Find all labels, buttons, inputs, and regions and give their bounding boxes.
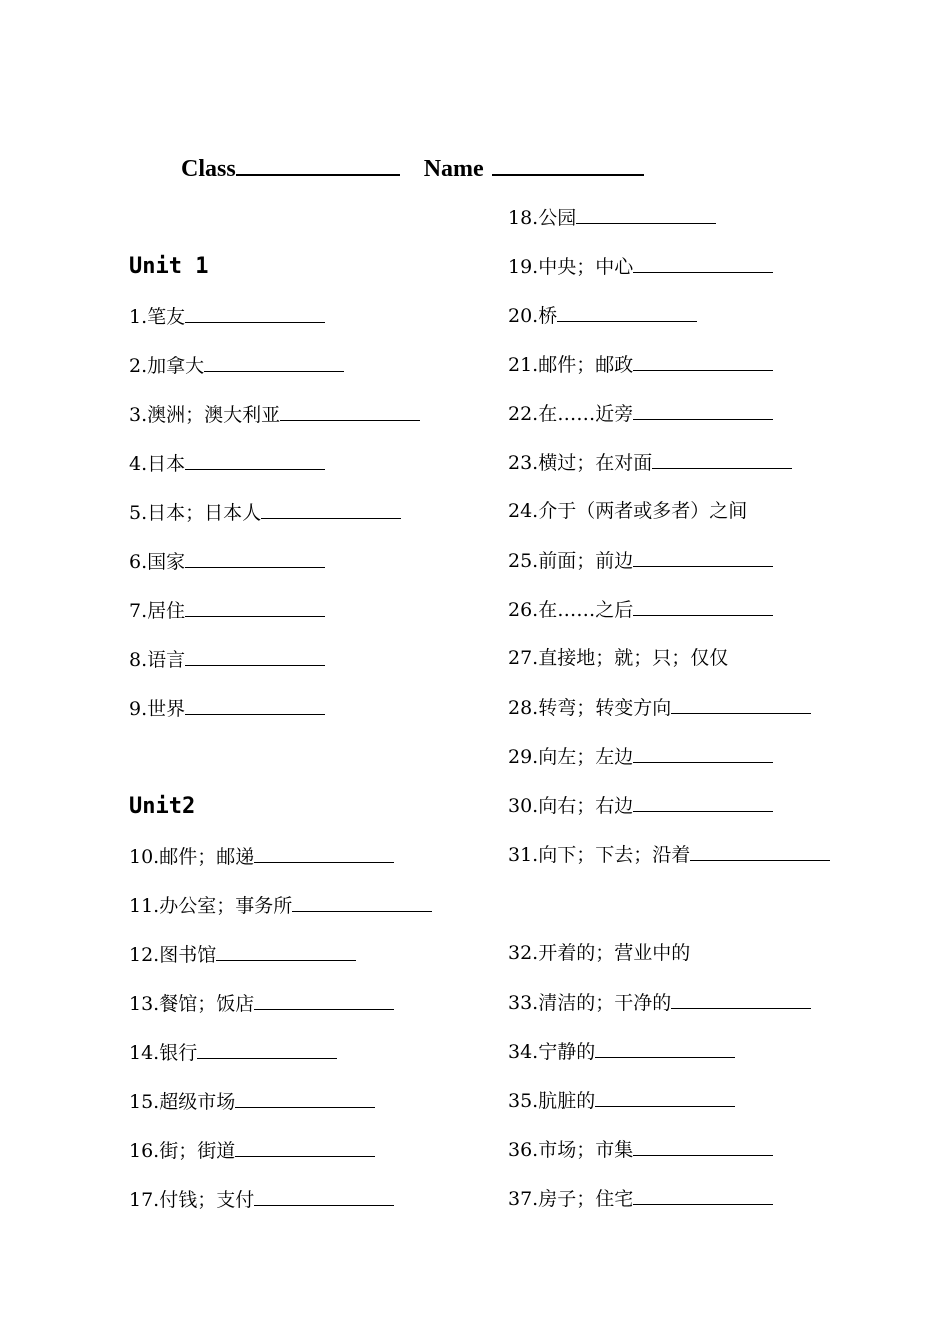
vocab-item [129, 844, 394, 869]
item-text: 房子；住宅 [538, 1188, 634, 1210]
item-text: 国家 [147, 551, 186, 573]
vocab-item [129, 1040, 337, 1065]
item-number: 3. [129, 404, 148, 426]
vocab-item [508, 695, 811, 720]
unit2-title: Unit2 [129, 794, 196, 819]
vocab-item [508, 1039, 735, 1064]
item-text: 桥 [538, 305, 558, 327]
answer-blank-line[interactable] [557, 303, 697, 322]
item-text: 开着的；营业中的 [538, 942, 691, 964]
answer-blank-line[interactable] [185, 696, 325, 715]
vocab-item [129, 893, 432, 918]
answer-blank-line[interactable] [595, 1088, 735, 1107]
item-text: 肮脏的 [538, 1090, 596, 1112]
vocab-item [508, 744, 773, 769]
item-text: 前面；前边 [538, 550, 634, 572]
item-number: 37. [508, 1188, 539, 1210]
vocab-item [129, 304, 325, 329]
item-text: 横过；在对面 [538, 452, 653, 474]
item-number: 16. [129, 1140, 160, 1162]
vocab-item [129, 402, 420, 427]
item-number: 35. [508, 1090, 539, 1112]
answer-blank-line[interactable] [185, 304, 325, 323]
item-text: 转弯；转变方向 [538, 697, 672, 719]
class-blank-line[interactable] [236, 152, 400, 176]
name-blank-line[interactable] [492, 152, 644, 176]
vocab-item [508, 352, 773, 377]
item-text: 办公室；事务所 [159, 895, 293, 917]
vocab-item [508, 1137, 773, 1162]
vocab-item [129, 696, 325, 721]
answer-blank-line[interactable] [633, 1137, 773, 1156]
item-text: 在……近旁 [538, 403, 634, 425]
item-number: 30. [508, 795, 539, 817]
item-text: 语言 [147, 649, 186, 671]
answer-blank-line[interactable] [185, 647, 325, 666]
item-text: 向下；下去；沿着 [538, 844, 691, 866]
item-text: 日本；日本人 [147, 502, 262, 524]
item-number: 28. [508, 697, 539, 719]
item-number: 31. [508, 844, 539, 866]
item-number: 6. [129, 551, 148, 573]
item-text: 笔友 [147, 306, 186, 328]
item-number: 23. [508, 452, 539, 474]
answer-blank-line[interactable] [185, 549, 325, 568]
vocab-item [508, 450, 792, 475]
vocab-item [508, 793, 773, 818]
item-text: 宁静的 [538, 1041, 596, 1063]
vocab-item [508, 303, 697, 328]
item-text: 介于（两者或多者）之间 [538, 500, 748, 522]
answer-blank-line[interactable] [254, 991, 394, 1010]
item-text: 邮件；邮政 [538, 354, 634, 376]
vocab-item [129, 647, 325, 672]
item-text: 日本 [147, 453, 186, 475]
answer-blank-line[interactable] [254, 1187, 394, 1206]
item-text: 居住 [147, 600, 186, 622]
item-number: 8. [129, 649, 148, 671]
answer-blank-line[interactable] [633, 793, 773, 812]
answer-blank-line[interactable] [671, 695, 811, 714]
item-text: 中央；中心 [538, 256, 634, 278]
item-number: 27. [508, 647, 539, 669]
item-number: 29. [508, 746, 539, 768]
item-number: 33. [508, 992, 539, 1014]
item-text: 付钱；支付 [159, 1189, 255, 1211]
item-text: 邮件；邮递 [159, 846, 255, 868]
vocab-item [129, 991, 394, 1016]
item-number: 7. [129, 600, 148, 622]
answer-blank-line[interactable] [595, 1039, 735, 1058]
vocab-item [129, 549, 325, 574]
vocab-item [508, 499, 747, 523]
item-text: 市场；市集 [538, 1139, 634, 1161]
item-number: 1. [129, 306, 148, 328]
item-number: 9. [129, 698, 148, 720]
vocab-item [129, 500, 401, 525]
answer-blank-line[interactable] [633, 548, 773, 567]
answer-blank-line[interactable] [261, 500, 401, 519]
answer-blank-line[interactable] [280, 402, 420, 421]
vocab-item [508, 1186, 773, 1211]
answer-blank-line[interactable] [633, 352, 773, 371]
vocab-item [508, 990, 811, 1015]
item-text: 加拿大 [147, 355, 205, 377]
item-number: 20. [508, 305, 539, 327]
vocab-item [508, 1088, 735, 1113]
answer-blank-line[interactable] [235, 1138, 375, 1157]
item-number: 5. [129, 502, 148, 524]
unit1-title: Unit 1 [129, 254, 209, 279]
item-text: 街；街道 [159, 1140, 236, 1162]
item-number: 4. [129, 453, 148, 475]
vocab-item [508, 254, 773, 279]
item-text: 向左；左边 [538, 746, 634, 768]
answer-blank-line[interactable] [633, 744, 773, 763]
item-text: 公园 [538, 207, 577, 229]
item-text: 在……之后 [538, 599, 634, 621]
item-text: 清洁的；干净的 [538, 992, 672, 1014]
item-number: 2. [129, 355, 148, 377]
vocab-item [129, 1089, 375, 1114]
item-number: 26. [508, 599, 539, 621]
item-number: 34. [508, 1041, 539, 1063]
vocab-item [129, 353, 344, 378]
answer-blank-line[interactable] [633, 1186, 773, 1205]
item-text: 图书馆 [159, 944, 217, 966]
item-text: 直接地；就；只；仅仅 [538, 647, 729, 669]
item-number: 11. [129, 895, 160, 917]
answer-blank-line[interactable] [204, 353, 344, 372]
vocab-item [508, 205, 716, 230]
item-number: 36. [508, 1139, 539, 1161]
answer-blank-line[interactable] [671, 990, 811, 1009]
item-number: 32. [508, 942, 539, 964]
item-number: 19. [508, 256, 539, 278]
vocab-item [129, 1187, 394, 1212]
vocab-item [129, 942, 356, 967]
item-number: 22. [508, 403, 539, 425]
item-number: 21. [508, 354, 539, 376]
vocab-item [508, 941, 690, 965]
vocab-item [508, 842, 830, 867]
item-number: 14. [129, 1042, 160, 1064]
vocab-item [129, 1138, 375, 1163]
vocab-item [508, 646, 728, 670]
item-number: 24. [508, 500, 539, 522]
answer-blank-line[interactable] [292, 893, 432, 912]
vocab-item [508, 548, 773, 573]
item-text: 世界 [147, 698, 186, 720]
item-number: 25. [508, 550, 539, 572]
answer-blank-line[interactable] [185, 451, 325, 470]
vocab-item [508, 401, 773, 426]
answer-blank-line[interactable] [235, 1089, 375, 1108]
answer-blank-line[interactable] [254, 844, 394, 863]
answer-blank-line[interactable] [652, 450, 792, 469]
answer-blank-line[interactable] [633, 254, 773, 273]
item-text: 餐馆；饭店 [159, 993, 255, 1015]
answer-blank-line[interactable] [197, 1040, 337, 1059]
answer-blank-line[interactable] [185, 598, 325, 617]
class-label: Class [181, 156, 236, 182]
answer-blank-line[interactable] [690, 842, 830, 861]
item-text: 银行 [159, 1042, 198, 1064]
item-text: 向右；右边 [538, 795, 634, 817]
vocab-item [508, 597, 773, 622]
item-number: 17. [129, 1189, 160, 1211]
item-number: 15. [129, 1091, 160, 1113]
item-text: 超级市场 [159, 1091, 236, 1113]
answer-blank-line[interactable] [216, 942, 356, 961]
worksheet-header [181, 152, 644, 183]
name-label: Name [423, 156, 484, 182]
item-number: 18. [508, 207, 539, 229]
answer-blank-line[interactable] [633, 401, 773, 420]
item-number: 13. [129, 993, 160, 1015]
vocab-item [129, 598, 325, 623]
answer-blank-line[interactable] [633, 597, 773, 616]
answer-blank-line[interactable] [576, 205, 716, 224]
vocab-item [129, 451, 325, 476]
item-number: 10. [129, 846, 160, 868]
item-text: 澳洲；澳大利亚 [147, 404, 281, 426]
item-number: 12. [129, 944, 160, 966]
